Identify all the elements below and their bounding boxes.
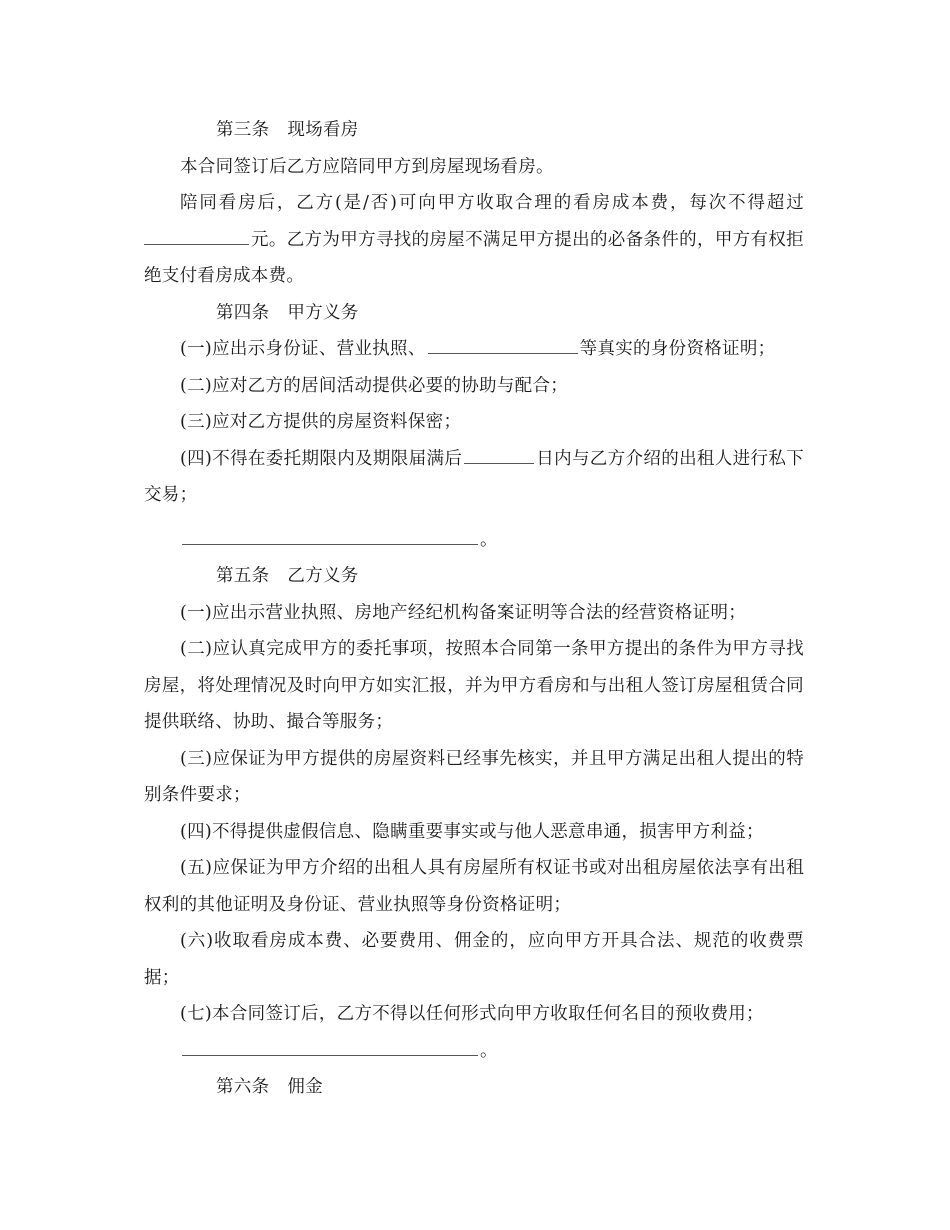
- fill-in-blank: [182, 1054, 478, 1056]
- list-item: (三)应对乙方提供的房屋资料保密；: [180, 412, 462, 432]
- list-item-blank: [144, 1033, 804, 1070]
- list-item: (五)应保证为甲方介绍的出租人具有房屋所有权证书或对出租房屋依法享有出租权利的其他证明及身份证、营业执照等身份资格证明；: [144, 858, 804, 915]
- paragraph: 本合同签订后乙方应陪同甲方到房屋现场看房。: [180, 156, 554, 177]
- text-segment: 日内与乙方介绍的出租人进行私下交易；: [144, 448, 804, 505]
- list-item: (二)应对乙方的居间活动提供必要的协助与配合；: [180, 375, 569, 396]
- list-item: (三)应保证为甲方提供的房屋资料已经事先核实，并且甲方满足出租人提出的特别条件要求；: [144, 748, 804, 805]
- article-6-heading: [144, 1069, 804, 1106]
- text-segment: 。: [480, 529, 498, 550]
- paragraph-viewing-fee: [144, 185, 804, 295]
- text-segment: 等真实的身份资格证明；: [579, 339, 776, 359]
- contract-body: [144, 112, 804, 1106]
- article-number: 第五条: [216, 566, 270, 586]
- list-item: [144, 441, 804, 514]
- article-5-heading: [144, 558, 804, 595]
- text-segment: 元。乙方为甲方寻找的房屋不满足甲方提出的必备条件的，甲方有权拒绝支付看房成本费。: [144, 229, 804, 286]
- article-number: 第三条: [216, 120, 270, 140]
- article-number: 第六条: [216, 1077, 270, 1097]
- list-item: (二)应认真完成甲方的委托事项，按照本合同第一条甲方提出的条件为甲方寻找房屋，将处理情况及时向甲方如实汇报，并为甲方看房和与出租人签订房屋租赁合同提供联络、协助、撮合等服务；: [144, 639, 804, 732]
- list-item: [144, 331, 804, 368]
- fill-in-blank: [182, 543, 478, 545]
- text-segment: 陪同看房后，乙方(是/否)可向甲方收取合理的看房成本费，每次不得超过: [180, 193, 804, 213]
- fill-in-blank: [464, 462, 534, 464]
- text-segment: (一)应出示身份证、营业执照、: [180, 339, 426, 359]
- fill-in-blank: [144, 243, 249, 245]
- article-4-heading: [144, 295, 804, 332]
- text-segment: 。: [480, 1040, 498, 1061]
- list-item-blank: [144, 522, 804, 559]
- text-segment: (四)不得在委托期限内及期限届满后: [180, 448, 463, 469]
- article-title: 佣金: [287, 1077, 324, 1097]
- fill-in-blank: [428, 352, 578, 354]
- article-title: 甲方义务: [287, 302, 359, 323]
- list-item: (一)应出示营业执照、房地产经纪机构备案证明等合法的经营资格证明；: [180, 602, 747, 623]
- article-title: 乙方义务: [287, 566, 359, 586]
- list-item: (四)不得提供虚假信息、隐瞒重要事实或与他人恶意串通，损害甲方利益；: [180, 821, 764, 842]
- list-item: (六)收取看房成本费、必要费用、佣金的，应向甲方开具合法、规范的收费票据；: [144, 931, 804, 988]
- list-item: (七)本合同签订后，乙方不得以任何形式向甲方收取任何名目的预收费用；: [180, 1004, 764, 1024]
- article-title: 现场看房: [287, 120, 359, 140]
- article-number: 第四条: [216, 302, 270, 323]
- article-3-heading: [144, 112, 804, 149]
